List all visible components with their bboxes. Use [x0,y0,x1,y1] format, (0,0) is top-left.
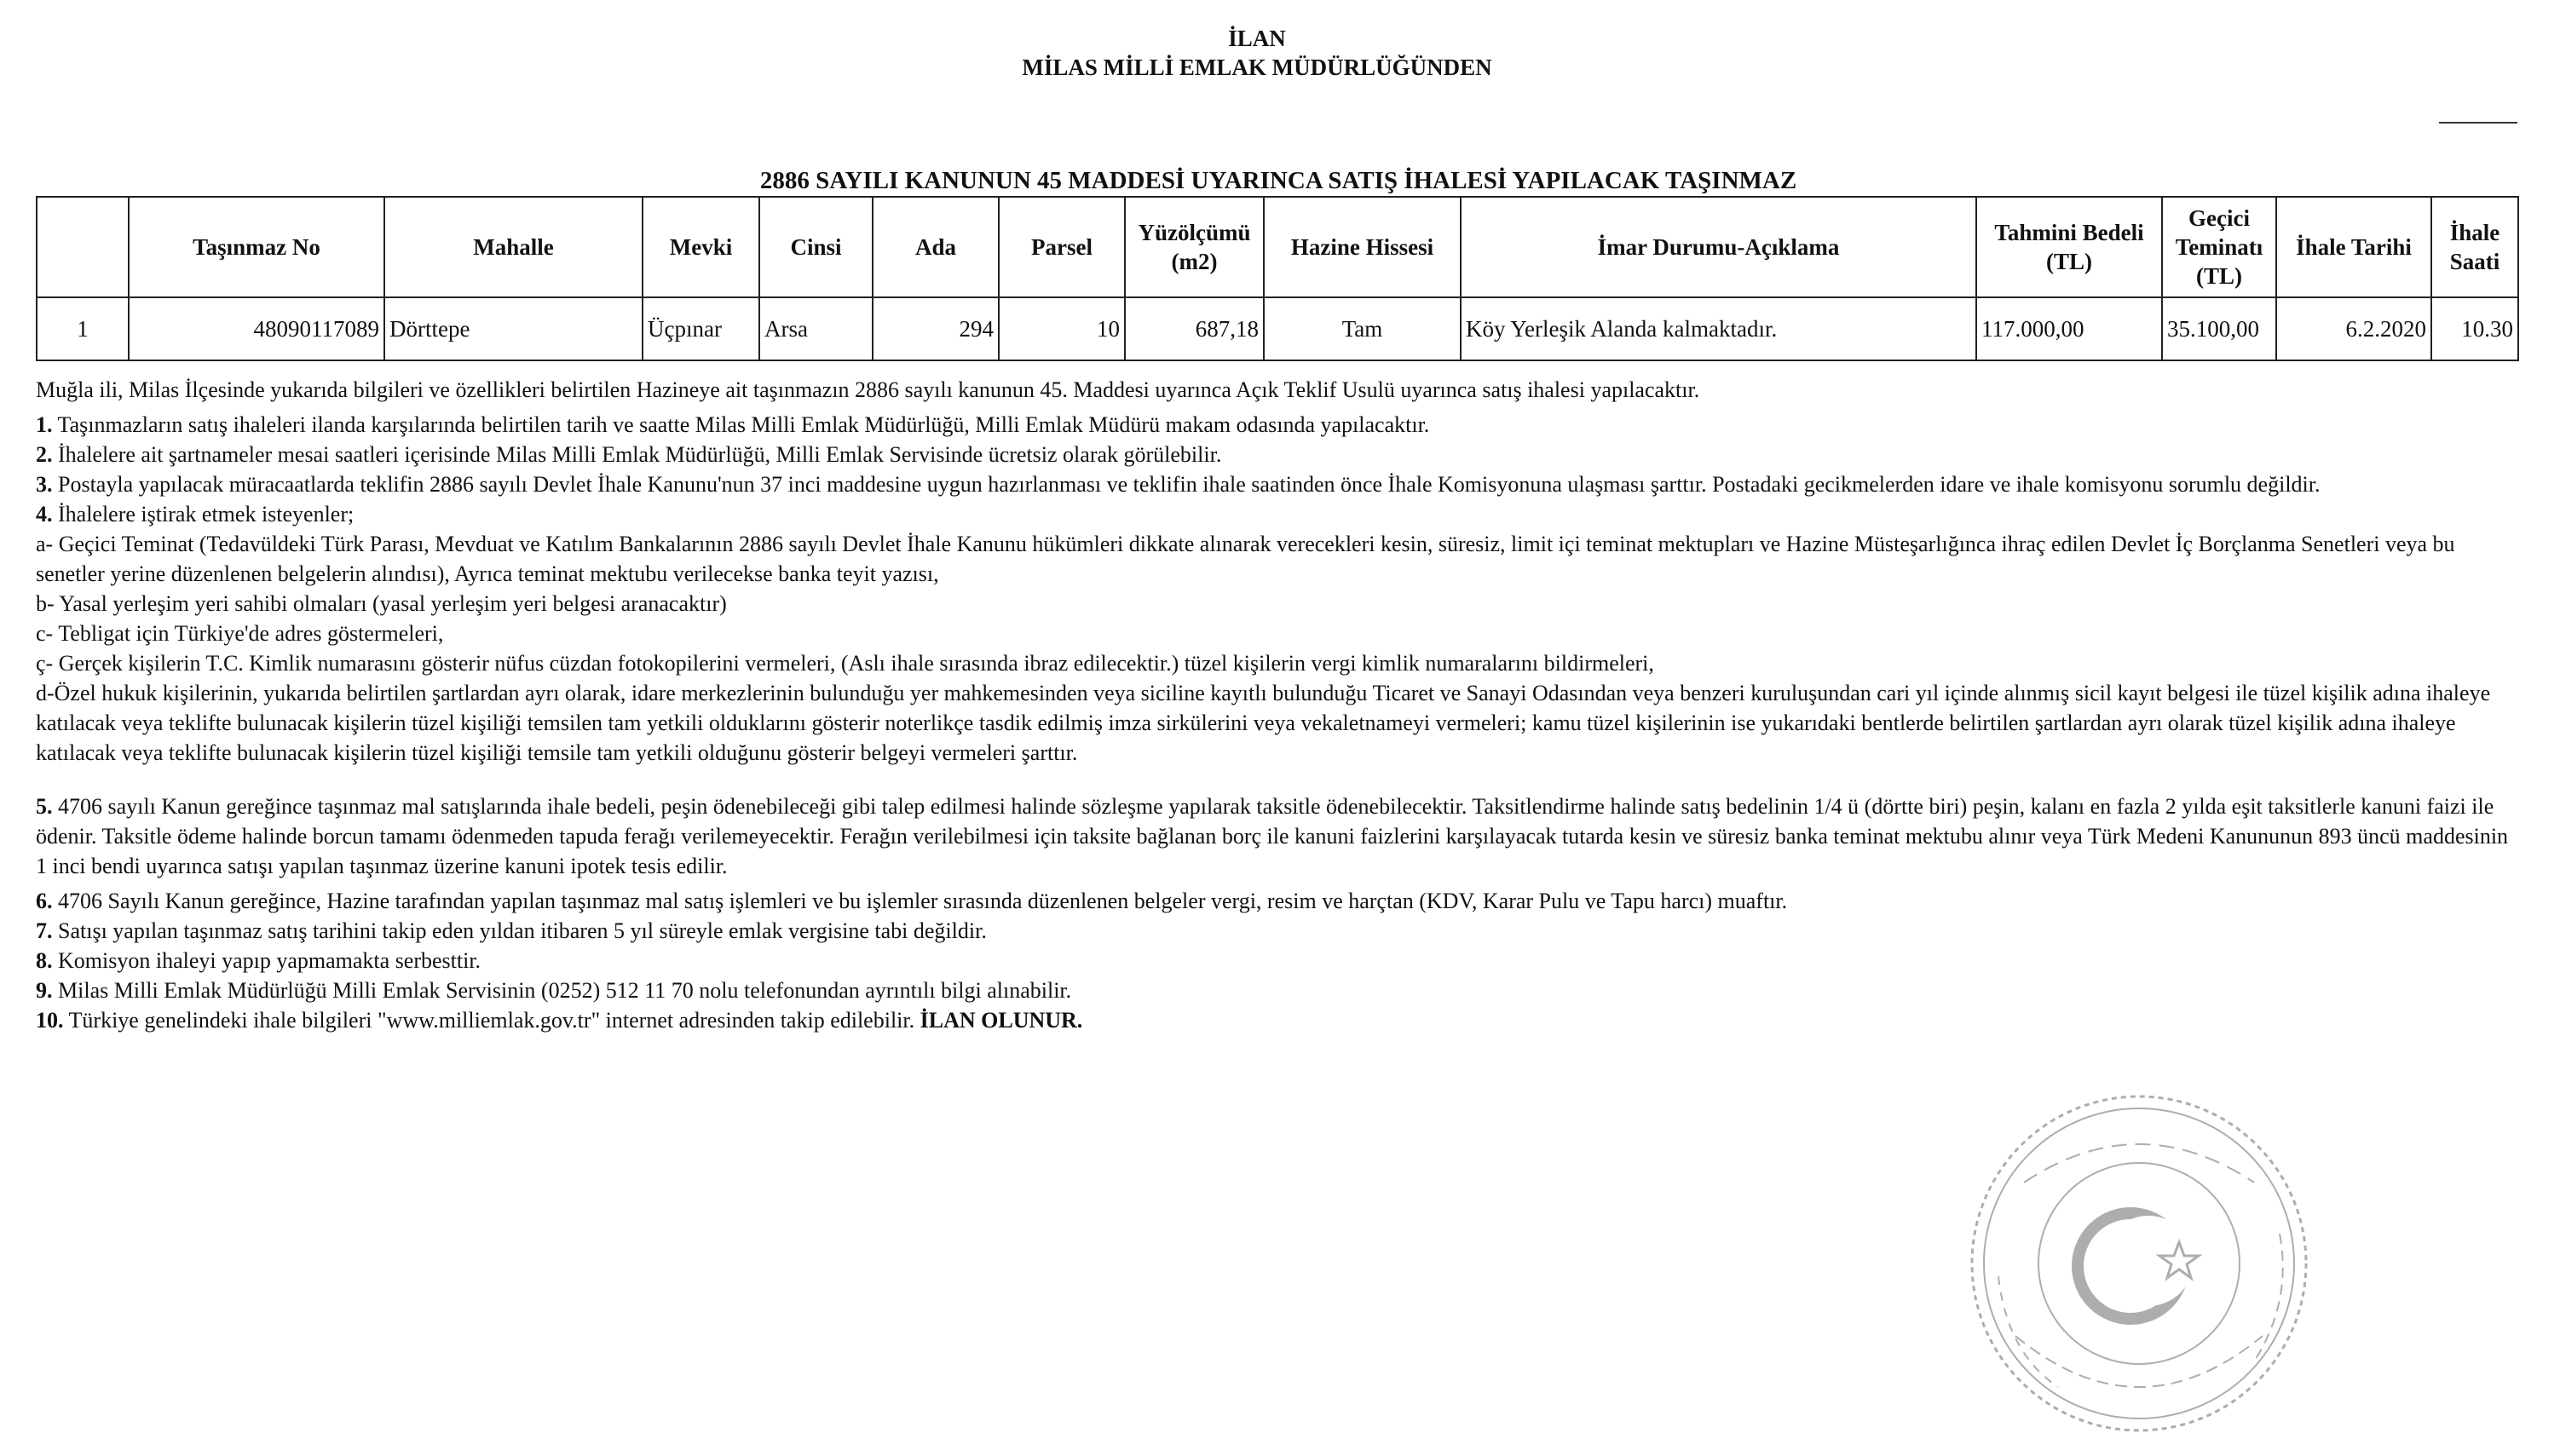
clause-5-number: 5. [36,794,53,819]
table-row [37,297,2518,360]
header-bedel-line2: (TL) [2046,249,2092,274]
official-seal-icon [1956,1080,2322,1438]
header-ihale-tarihi: İhale Tarihi [2276,197,2431,297]
header-mahalle: Mahalle [384,197,643,297]
issuing-office: MİLAS MİLLİ EMLAK MÜDÜRLÜĞÜNDEN [1022,55,1492,80]
header-yuzolcumu-line2: (m2) [1171,249,1218,274]
cell-no: 1 [37,297,129,360]
property-table [36,196,2519,361]
announcement-title: İLAN [1228,26,1286,51]
clause-1-number: 1. [36,412,53,437]
header-saat-line1: İhale [2449,220,2500,245]
header-ihale-saati [2431,197,2518,297]
cell-gecici-teminat: 35.100,00 [2162,297,2276,360]
header-no [37,197,129,297]
clause-6-number: 6. [36,889,53,913]
clause-4-text: İhalelere iştirak etmek isteyenler; [58,502,355,527]
cell-ihale-saati: 10.30 [2431,297,2518,360]
clause-10-text: Türkiye genelindeki ihale bilgileri "www.milliemlak.gov.tr" internet adresinden takip edilebilir. [68,1008,915,1033]
intro-paragraph: Muğla ili, Milas İlçesinde yukarıda bilgileri ve özellikleri belirtilen Hazineye ait taşınmazın 2886 sayılı kanunun 45. Maddesi uyarınca Açık Teklif Usulü uyarınca satış ihalesi yapılacaktır. [36,377,1700,402]
seal-graphic [1972,1096,2306,1430]
clause-6-text: 4706 Sayılı Kanun gereğince, Hazine tarafından yapılan taşınmaz mal satış işlemleri ve bu işlemler sırasında düzenlenen belgeler vergi, resim ve harçtan (KDV, Karar Pulu ve Tapu harcı) muaftır. [58,889,1788,913]
clause-4 [36,499,2516,529]
clause-5-text: 4706 sayılı Kanun gereğince taşınmaz mal satışlarında ihale bedeli, peşin ödenebileceği gibi talep edilmesi halinde sözleşme yapılarak taksitle ödenebilecektir. Taksitlendirme halinde satış bedelinin 1/4 ü (dörtte biri) peşin, kalanı en fazla 2 yılda eşit taksitlerle kanuni faizi ile ödenir. Taksitle ödeme halinde borcun tamamı ödenmeden tapuda ferağı verilemeyecektir. Ferağın verilebilmesi için taksite bağlanan borç ile kanuni faizlerini karşılayacak tutarda kesin ve süresiz banka teminat mektubu alınır veya Türk Medeni Kanununun 893 üncü maddesinin 1 inci bendi uyarınca satışı yapılan taşınmaz üzerine kanuni ipotek tesis edilir. [36,794,2509,878]
header-mevki: Mevki [643,197,759,297]
clause-2-number: 2. [36,442,53,467]
header-tasinmaz-no: Taşınmaz No [129,197,384,297]
clause-2 [36,440,2516,469]
header-ada: Ada [873,197,999,297]
clause-7-number: 7. [36,918,53,943]
clause-3-text: Postayla yapılacak müracaatlarda teklifin 2886 sayılı Devlet İhale Kanunu'nun 37 inci maddesine uygun hazırlanması ve teklifin ihale saatinden önce İhale Komisyonuna ulaşması şarttır. Postadaki gecikmelerden idare ve ihale komisyonu sorumlu değildir. [58,472,2321,497]
header-tahmini-bedel [1976,197,2162,297]
cell-mahalle: Dörttepe [384,297,643,360]
clause-10-number: 10. [36,1008,64,1033]
clause-4b: b- Yasal yerleşim yeri sahibi olmaları (yasal yerleşim yeri belgesi aranacaktır) [36,591,727,616]
header-teminat-line2: Teminatı [2175,234,2263,260]
clause-9 [36,975,2516,1005]
table-caption: 2886 SAYILI KANUNUN 45 MADDESİ UYARINCA SATIŞ İHALESİ YAPILACAK TAŞINMAZ [759,167,1797,194]
cell-ihale-tarihi: 6.2.2020 [2276,297,2431,360]
header-yuzolcumu-line1: Yüzölçümü [1138,220,1251,245]
header-teminat-line1: Geçici [2188,205,2250,231]
cell-tasinmaz-no: 48090117089 [129,297,384,360]
clause-8-number: 8. [36,948,53,973]
clause-5 [36,791,2516,881]
clause-2-text: İhalelere ait şartnameler mesai saatleri içerisinde Milas Milli Emlak Müdürlüğü, Milli Emlak Servisinde ücretsiz olarak görülebilir. [58,442,1222,467]
cell-yuzolcumu: 687,18 [1125,297,1264,360]
header-teminat-line3: (TL) [2196,263,2242,289]
cell-tahmini-bedel: 117.000,00 [1976,297,2162,360]
closing-statement: İLAN OLUNUR. [920,1008,1083,1033]
clause-4c: c- Tebligat için Türkiye'de adres göstermeleri, [36,621,444,646]
clause-1 [36,410,2516,440]
table-header-row [37,197,2518,297]
cell-ada: 294 [873,297,999,360]
clause-9-number: 9. [36,978,53,1003]
clause-10 [36,1005,2516,1035]
header-bedel-line1: Tahmini Bedeli [1994,220,2144,245]
header-imar-durumu: İmar Durumu-Açıklama [1461,197,1976,297]
clause-8 [36,946,2516,975]
header-gecici-teminat [2162,197,2276,297]
header-saat-line2: Saati [2449,249,2500,274]
header-parsel: Parsel [999,197,1125,297]
announcement-header [0,24,2514,82]
clause-1-text: Taşınmazların satış ihaleleri ilanda karşılarında belirtilen tarih ve saatte Milas Milli Emlak Müdürlüğü, Milli Emlak Müdürü makam odasında yapılacaktır. [57,412,1430,437]
clause-4d: d-Özel hukuk kişilerinin, yukarıda belirtilen şartlardan ayrı olarak, idare merkezlerinin bulunduğu yer mahkemesinden veya siciline kayıtlı bulunduğu Ticaret ve Sanayi Odasından veya benzeri kuruluşundan cari yıl içinde alınmış sicil kayıt belgesi ile tüzel kişilik adına ihaleye katılacak veya teklifte bulunacak kişilerin tüzel kişiliği temsilen tam yetkili olduklarını gösterir noterlikçe tasdik edilmiş imza sirkülerini veya vekaletnameyi vermeleri; kamu tüzel kişilerinin ise yukarıdaki bentlerde belirtilen şartlardan ayrı olarak tüzel kişilik adına ihaleye katılacak veya teklifte bulunacak kişilerin tüzel kişiliği temsile tam yetkili olduğunu gösterir belgeyi vermeleri şarttır. [36,681,2491,765]
announcement-body [36,375,2516,1035]
header-cinsi: Cinsi [759,197,873,297]
clause-4a: a- Geçici Teminat (Tedavüldeki Türk Parası, Mevduat ve Katılım Bankalarının 2886 sayılı Devlet İhale Kanunu hükümleri dikkate alınarak verecekleri kesin, süresiz, limit içi teminat mektupları ve Hazine Müsteşarlığınca ihraç edilen Devlet İç Borçlanma Senetleri veya bu senetler yerine düzenlenen belgelerin alındısı), Ayrıca teminat mektubu verilecekse banka teyit yazısı, [36,532,2455,586]
cell-cinsi: Arsa [759,297,873,360]
cell-hazine-hissesi: Tam [1264,297,1461,360]
clause-3 [36,469,2516,499]
header-yuzolcumu [1125,197,1264,297]
clause-9-text: Milas Milli Emlak Müdürlüğü Milli Emlak Servisinin (0252) 512 11 70 nolu telefonundan ayrıntılı bilgi alınabilir. [58,978,1072,1003]
clause-4-number: 4. [36,502,53,527]
header-rule [2439,122,2517,124]
cell-mevki: Üçpınar [643,297,759,360]
clause-7-text: Satışı yapılan taşınmaz satış tarihini takip eden yıldan itibaren 5 yıl süreyle emlak vergisine tabi değildir. [58,918,987,943]
clause-3-number: 3. [36,472,53,497]
clause-6 [36,886,2516,916]
header-hazine-hissesi: Hazine Hissesi [1264,197,1461,297]
clause-4cc: ç- Gerçek kişilerin T.C. Kimlik numarasını gösterir nüfus cüzdan fotokopilerini vermeleri, (Aslı ihale sırasında ibraz edilecektir.) tüzel kişilerin vergi kimlik numaralarını bildirmeleri, [36,651,1654,676]
cell-parsel: 10 [999,297,1125,360]
cell-imar-durumu: Köy Yerleşik Alanda kalmaktadır. [1461,297,1976,360]
clause-8-text: Komisyon ihaleyi yapıp yapmamakta serbesttir. [58,948,481,973]
clause-7 [36,916,2516,946]
